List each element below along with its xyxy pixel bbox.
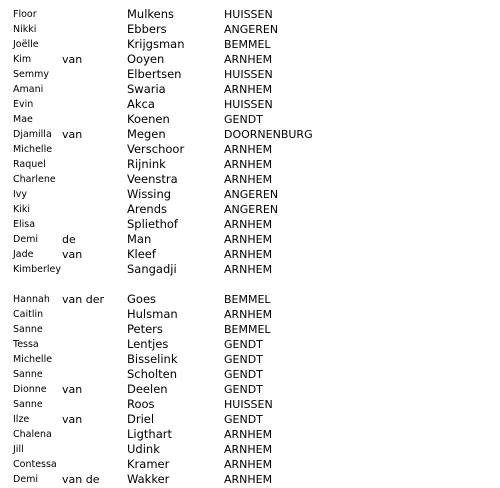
city-name: GENDT	[224, 383, 263, 396]
city-name: GENDT	[224, 368, 263, 381]
first-name: Demi	[13, 474, 39, 485]
first-name: Nikki	[13, 24, 37, 35]
last-name: Verschoor	[127, 142, 185, 156]
first-name: Ivy	[13, 189, 28, 200]
table-row	[0, 217, 500, 232]
first-name: Caitlin	[13, 309, 44, 320]
table-row	[0, 52, 500, 67]
first-name: Floor	[13, 9, 37, 20]
table-row	[0, 172, 500, 187]
last-name: Deelen	[127, 382, 168, 396]
last-name: Ebbers	[127, 22, 167, 36]
city-name: ARNHEM	[224, 458, 273, 471]
first-name: Jade	[13, 249, 34, 260]
name-prefix: van de	[62, 473, 100, 486]
table-row	[0, 247, 500, 262]
first-name: Sanne	[13, 369, 43, 380]
name-prefix: van	[62, 53, 83, 66]
table-row	[0, 382, 500, 397]
first-name: Raquel	[13, 159, 46, 170]
table-row	[0, 397, 500, 412]
table-row	[0, 472, 500, 487]
last-name: Man	[127, 232, 152, 246]
city-name: HUISSEN	[224, 8, 273, 21]
last-name: Rijnink	[127, 157, 166, 171]
name-prefix: de	[62, 233, 76, 246]
first-name: Kiki	[13, 204, 31, 215]
first-name: Tessa	[13, 339, 39, 350]
city-name: ARNHEM	[224, 83, 273, 96]
table-row	[0, 262, 500, 277]
table-row	[0, 322, 500, 337]
last-name: Kleef	[127, 247, 156, 261]
city-name: ARNHEM	[224, 218, 273, 231]
last-name: Megen	[127, 127, 166, 141]
first-name: Contessa	[13, 459, 57, 470]
table-row	[0, 307, 500, 322]
city-name: ARNHEM	[224, 158, 273, 171]
city-name: ARNHEM	[224, 248, 273, 261]
city-name: GENDT	[224, 113, 263, 126]
first-name: Dionne	[13, 384, 47, 395]
table-row	[0, 202, 500, 217]
table-row	[0, 37, 500, 52]
last-name: Goes	[127, 292, 157, 306]
last-name: Wakker	[127, 472, 170, 486]
first-name: Semmy	[13, 69, 50, 80]
first-name: Chalena	[13, 429, 52, 440]
city-name: ANGEREN	[224, 188, 279, 201]
table-row	[0, 157, 500, 172]
city-name: BEMMEL	[224, 38, 271, 51]
last-name: Krijgsman	[127, 37, 185, 51]
table-row	[0, 127, 500, 142]
city-name: ARNHEM	[224, 233, 273, 246]
first-name: Mae	[13, 114, 33, 125]
city-name: GENDT	[224, 353, 263, 366]
table-row	[0, 427, 500, 442]
city-name: ARNHEM	[224, 173, 273, 186]
first-name: Michelle	[13, 144, 53, 155]
group-spacer	[0, 277, 500, 292]
first-name: Elisa	[13, 219, 36, 230]
table-row	[0, 22, 500, 37]
table-row	[0, 367, 500, 382]
table-row	[0, 82, 500, 97]
table-row	[0, 97, 500, 112]
roster-list	[0, 7, 500, 487]
city-name: ARNHEM	[224, 143, 273, 156]
table-row	[0, 232, 500, 247]
city-name: ARNHEM	[224, 263, 273, 276]
city-name: HUISSEN	[224, 398, 273, 411]
table-row	[0, 187, 500, 202]
last-name: Ooyen	[127, 52, 165, 66]
last-name: Ligthart	[127, 427, 172, 441]
last-name: Lentjes	[127, 337, 169, 351]
table-row	[0, 412, 500, 427]
name-prefix: van	[62, 413, 83, 426]
last-name: Bisselink	[127, 352, 178, 366]
name-prefix: van	[62, 248, 83, 261]
table-row	[0, 337, 500, 352]
city-name: HUISSEN	[224, 98, 273, 111]
first-name: Jill	[13, 444, 24, 455]
first-name: Djamilla	[13, 129, 52, 140]
city-name: ANGEREN	[224, 23, 279, 36]
city-name: ARNHEM	[224, 473, 273, 486]
table-row	[0, 142, 500, 157]
table-row	[0, 292, 500, 307]
last-name: Arends	[127, 202, 167, 216]
last-name: Koenen	[127, 112, 170, 126]
last-name: Elbertsen	[127, 67, 182, 81]
first-name: Joëlle	[13, 39, 39, 50]
first-name: Amani	[13, 84, 44, 95]
name-prefix: van	[62, 128, 83, 141]
city-name: ARNHEM	[224, 428, 273, 441]
city-name: HUISSEN	[224, 68, 273, 81]
table-row	[0, 112, 500, 127]
last-name: Sangadji	[127, 262, 177, 276]
last-name: Scholten	[127, 367, 178, 381]
first-name: Kim	[13, 54, 32, 65]
first-name: Hannah	[13, 294, 50, 305]
last-name: Kramer	[127, 457, 170, 471]
table-row	[0, 67, 500, 82]
last-name: Driel	[127, 412, 155, 426]
city-name: ARNHEM	[224, 308, 273, 321]
first-name: Sanne	[13, 399, 43, 410]
first-name: Ilze	[13, 414, 30, 425]
table-row	[0, 457, 500, 472]
last-name: Udink	[127, 442, 160, 456]
table-row	[0, 442, 500, 457]
first-name: Charlene	[13, 174, 56, 185]
city-name: ANGEREN	[224, 203, 279, 216]
name-prefix: van	[62, 383, 83, 396]
last-name: Akca	[127, 97, 155, 111]
last-name: Swaria	[127, 82, 166, 96]
roster-group	[0, 7, 500, 277]
roster-group	[0, 292, 500, 487]
first-name: Michelle	[13, 354, 53, 365]
last-name: Mulkens	[127, 7, 175, 21]
last-name: Hulsman	[127, 307, 178, 321]
first-name: Evin	[13, 99, 34, 110]
first-name: Sanne	[13, 324, 43, 335]
last-name: Roos	[127, 397, 155, 411]
first-name: Demi	[13, 234, 39, 245]
table-row	[0, 7, 500, 22]
last-name: Spliethof	[127, 217, 178, 231]
city-name: BEMMEL	[224, 293, 271, 306]
table-row	[0, 352, 500, 367]
last-name: Peters	[127, 322, 163, 336]
city-name: GENDT	[224, 338, 263, 351]
city-name: DOORNENBURG	[224, 128, 313, 141]
city-name: BEMMEL	[224, 323, 271, 336]
last-name: Veenstra	[127, 172, 178, 186]
city-name: GENDT	[224, 413, 263, 426]
city-name: ARNHEM	[224, 53, 273, 66]
name-prefix: van der	[62, 293, 104, 306]
city-name: ARNHEM	[224, 443, 273, 456]
first-name: Kimberley	[13, 264, 62, 275]
last-name: Wissing	[127, 187, 172, 201]
